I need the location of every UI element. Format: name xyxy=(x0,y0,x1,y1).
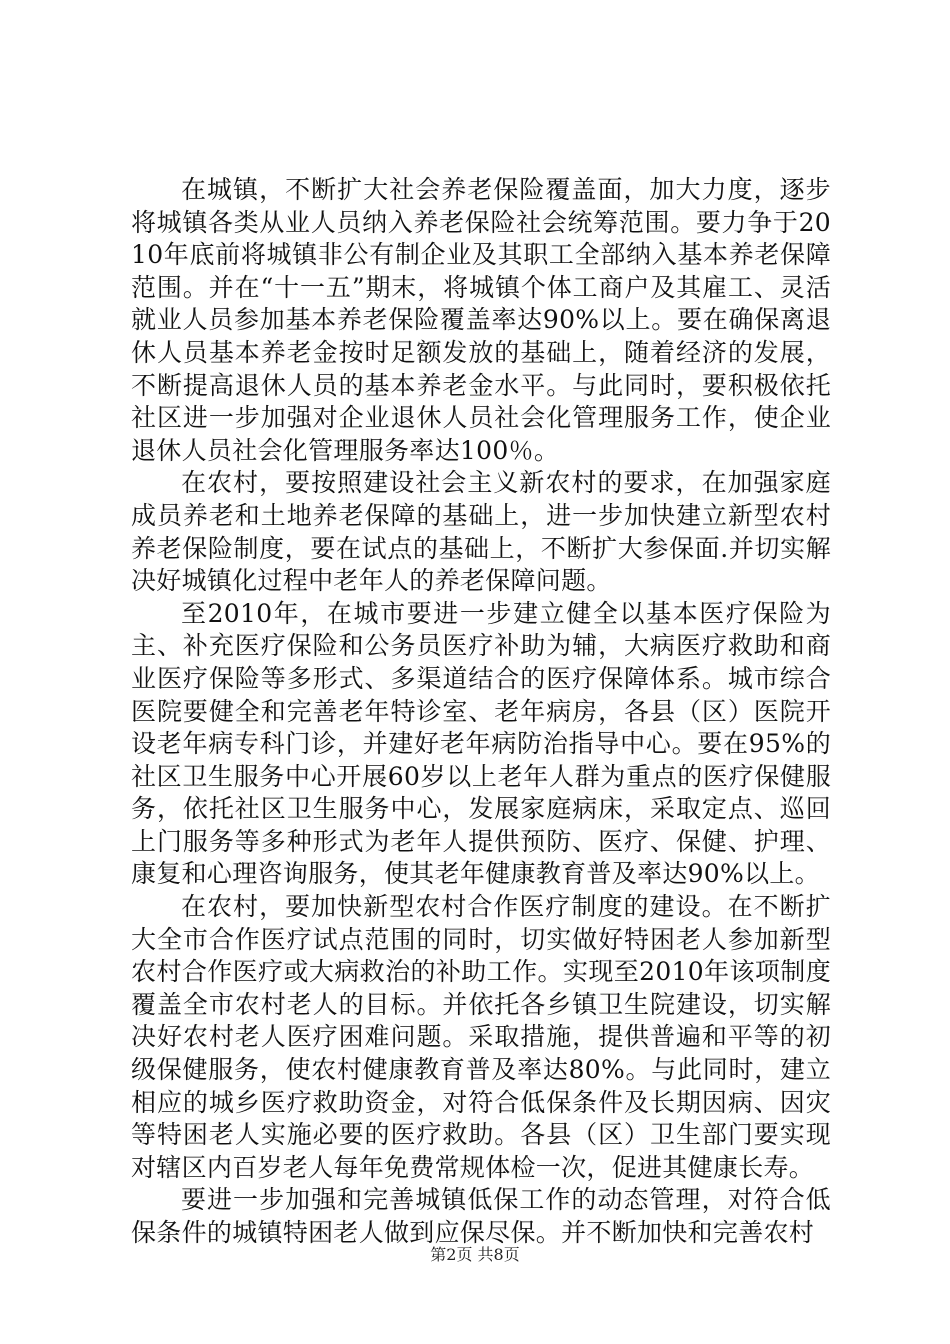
paragraph-urban-pension: 在城镇，不断扩大社会养老保险覆盖面，加大力度，逐步将城镇各类从业人员纳入养老保险社会统筹范围。要力争于2010年底前将城镇非公有制企业及其职工全部纳入基本养老保障范围。并在“十一五”期末，将城镇个体工商户及其雇工、灵活就业人员参加基本养老保险覆盖率达90%以上。要在确保离退休人员基本养老金按时足额发放的基础上，随着经济的发展，不断提高退休人员的基本养老金水平。与此同时，要积极依托社区进一步加强对企业退休人员社会化管理服务工作，使企业退休人员社会化管理服务率达100％。 xyxy=(131,175,831,465)
paragraph-rural-pension: 在农村，要按照建设社会主义新农村的要求，在加强家庭成员养老和土地养老保障的基础上，进一步加快建立新型农村养老保险制度，要在试点的基础上，不断扩大参保面.并切实解决好城镇化过程中老年人的养老保障问题。 xyxy=(131,468,831,596)
paragraph-rural-medical: 在农村，要加快新型农村合作医疗制度的建设。在不断扩大全市合作医疗试点范围的同时，切实做好特困老人参加新型农村合作医疗或大病救治的补助工作。实现至2010年该项制度覆盖全市农村老人的目标。并依托各乡镇卫生院建设，切实解决好农村老人医疗困难问题。采取措施，提供普遍和平等的初级保健服务，使农村健康教育普及率达80%。与此同时，建立相应的城乡医疗救助资金，对符合低保条件及长期因病、因灾等特困老人实施必要的医疗救助。各县（区）卫生部门要实现对辖区内百岁老人每年免费常规体检一次，促进其健康长寿。 xyxy=(131,892,831,1182)
document-body xyxy=(131,174,831,1250)
paragraph-minimum-living: 要进一步加强和完善城镇低保工作的动态管理，对符合低保条件的城镇特困老人做到应保尽保。并不断加快和完善农村 xyxy=(131,1185,831,1247)
page-footer: 第2页 共8页 xyxy=(430,1245,520,1264)
paragraph-urban-medical: 至2010年，在城市要进一步建立健全以基本医疗保险为主、补充医疗保险和公务员医疗补助为辅，大病医疗救助和商业医疗保险等多形式、多渠道结合的医疗保障体系。城市综合医院要健全和完善老年特诊室、老年病房，各县（区）医院开设老年病专科门诊，并建好老年病防治指导中心。要在95%的社区卫生服务中心开展60岁以上老年人群为重点的医疗保健服务，依托社区卫生服务中心，发展家庭病床，采取定点、巡回上门服务等多种形式为老年人提供预防、医疗、保健、护理、康复和心理咨询服务，使其老年健康教育普及率达90%以上。 xyxy=(131,598,831,889)
